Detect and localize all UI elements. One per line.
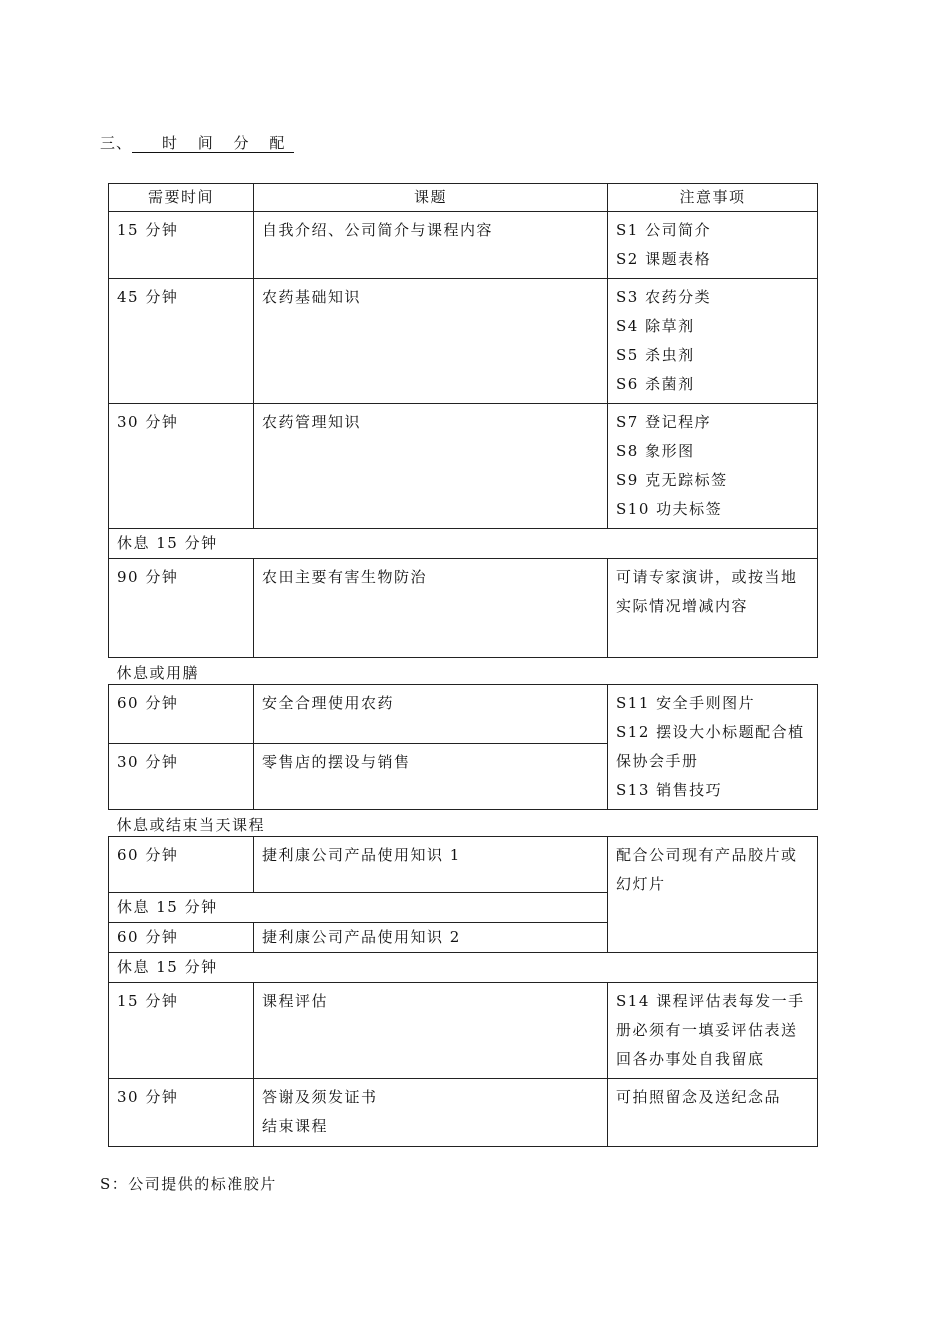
cell-topic: 自我介绍、公司简介与课程内容 xyxy=(254,212,608,279)
cell-notes xyxy=(608,279,818,404)
table-row xyxy=(109,685,818,744)
section-heading xyxy=(100,132,294,153)
schedule-table xyxy=(108,183,818,1147)
note-line: S1 公司简介 xyxy=(616,221,712,239)
table-header-row xyxy=(109,184,818,212)
cell-topic: 捷利康公司产品使用知识 1 xyxy=(254,837,608,893)
note-line: S2 课题表格 xyxy=(616,250,712,268)
note-line: S10 功夫标签 xyxy=(616,500,723,518)
cell-notes: S14 课程评估表每发一手册必须有一填妥评估表送回各办事处自我留底 xyxy=(608,983,818,1079)
break-row xyxy=(109,658,818,685)
note-line: S9 克无踪标签 xyxy=(616,471,728,489)
table-row xyxy=(109,1079,818,1147)
cell-time: 15 分钟 xyxy=(109,212,254,279)
table-row xyxy=(109,404,818,529)
table-row xyxy=(109,279,818,404)
note-line: S11 安全手则图片 xyxy=(616,694,756,712)
cell-time: 15 分钟 xyxy=(109,983,254,1079)
cell-time: 90 分钟 xyxy=(109,559,254,658)
cell-topic: 零售店的摆设与销售 xyxy=(254,743,608,809)
header-topic: 课题 xyxy=(254,184,608,212)
note-line: S7 登记程序 xyxy=(616,413,712,431)
cell-time: 30 分钟 xyxy=(109,1079,254,1147)
note-line: S13 销售技巧 xyxy=(616,781,723,799)
table-row xyxy=(109,212,818,279)
header-time: 需要时间 xyxy=(109,184,254,212)
cell-time: 30 分钟 xyxy=(109,404,254,529)
topic-line: 答谢及须发证书 xyxy=(262,1088,378,1106)
cell-notes xyxy=(608,404,818,529)
break-row xyxy=(109,810,818,837)
break-row xyxy=(109,953,818,983)
header-notes: 注意事项 xyxy=(608,184,818,212)
cell-topic: 农药基础知识 xyxy=(254,279,608,404)
cell-time: 45 分钟 xyxy=(109,279,254,404)
cell-topic xyxy=(254,1079,608,1147)
break-cell: 休息或结束当天课程 xyxy=(116,816,266,834)
cell-time: 60 分钟 xyxy=(109,923,254,953)
table-row xyxy=(109,983,818,1079)
cell-notes: 可请专家演讲，或按当地实际情况增减内容 xyxy=(608,559,818,658)
cell-topic: 农药管理知识 xyxy=(254,404,608,529)
note-line: S6 杀菌剂 xyxy=(616,375,695,393)
note-line: S5 杀虫剂 xyxy=(616,346,695,364)
cell-notes-merged: 配合公司现有产品胶片或幻灯片 xyxy=(608,837,818,953)
heading-prefix: 三、 xyxy=(100,134,133,152)
cell-topic: 捷利康公司产品使用知识 2 xyxy=(254,923,608,953)
note-line: S4 除草剂 xyxy=(616,317,695,335)
break-row xyxy=(109,529,818,559)
cell-topic: 安全合理使用农药 xyxy=(254,685,608,744)
break-cell: 休息 15 分钟 xyxy=(109,529,818,559)
heading-title: 时 间 分 配 xyxy=(132,134,294,153)
note-line: S3 农药分类 xyxy=(616,288,712,306)
cell-time: 30 分钟 xyxy=(109,743,254,809)
cell-time: 60 分钟 xyxy=(109,685,254,744)
note-line: S12 摆设大小标题配合植保协会手册 xyxy=(616,723,805,770)
cell-topic: 农田主要有害生物防治 xyxy=(254,559,608,658)
break-cell: 休息 15 分钟 xyxy=(109,953,818,983)
topic-line: 结束课程 xyxy=(262,1117,329,1135)
note-line: S8 象形图 xyxy=(616,442,695,460)
cell-notes: 可拍照留念及送纪念品 xyxy=(608,1079,818,1147)
footer-note: S：公司提供的标准胶片 xyxy=(100,1175,277,1193)
table-row xyxy=(109,559,818,658)
cell-notes xyxy=(608,212,818,279)
cell-topic: 课程评估 xyxy=(254,983,608,1079)
table-row xyxy=(109,837,818,893)
break-cell: 休息 15 分钟 xyxy=(109,893,608,923)
break-cell: 休息或用膳 xyxy=(116,664,200,682)
cell-notes-merged xyxy=(608,685,818,810)
cell-time: 60 分钟 xyxy=(109,837,254,893)
